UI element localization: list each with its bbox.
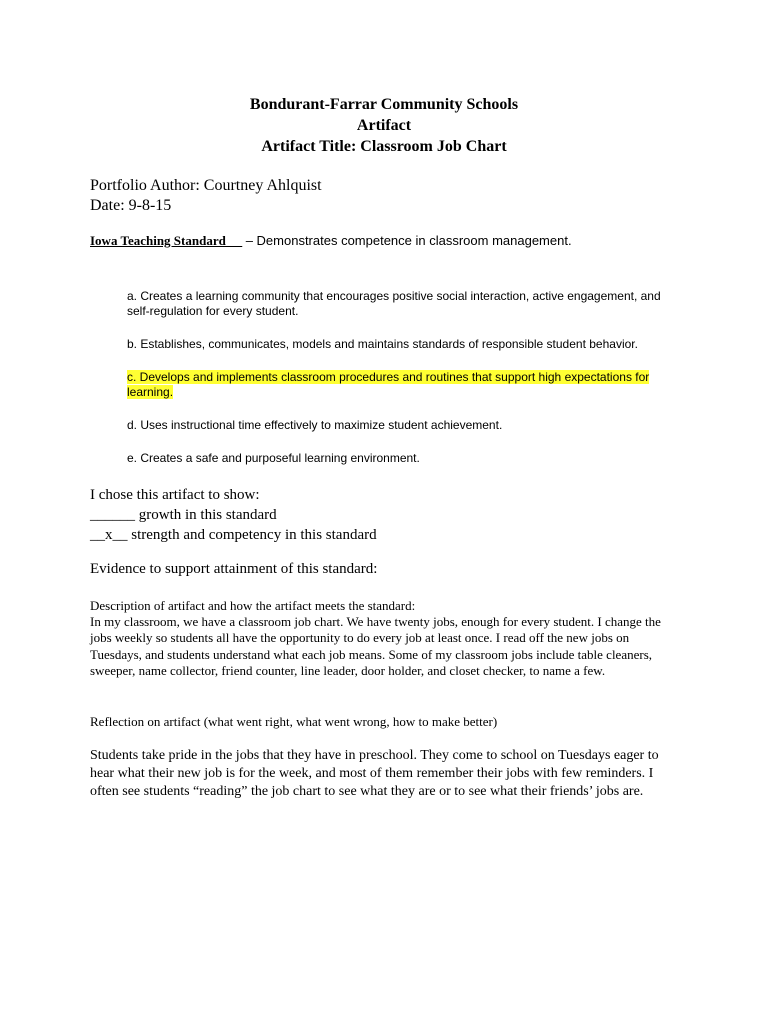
description-text: In my classroom, we have a classroom job chart. We have twenty jobs, enough for every student. I change the jobs weekly so students all have the opportunity to do every job at least once. I read off the new jobs on Tuesdays, and students understand what each job means. Some of my classroom jobs include table cleaners, sweeper, name collector, friend counter, line leader, door holder, and closet checker, to name a few.	[90, 614, 661, 678]
author-block	[90, 176, 322, 216]
standard-label: Iowa Teaching Standard __	[90, 233, 243, 248]
standard-line	[90, 233, 572, 249]
description-section	[90, 598, 670, 679]
standard-criteria-list	[127, 289, 679, 484]
choice-strength: __x__ strength and competency in this standard	[90, 527, 377, 543]
criterion-c-highlighted: c. Develops and implements classroom procedures and routines that support high expectations for learning.	[127, 370, 650, 399]
standard-text: – Demonstrates competence in classroom management.	[242, 233, 572, 248]
date: Date: 9-8-15	[90, 197, 172, 214]
criterion-b: b. Establishes, communicates, models and maintains standards of responsible student behavior.	[127, 337, 638, 351]
evidence-heading: Evidence to support attainment of this standard:	[90, 561, 378, 577]
choice-intro: I chose this artifact to show:	[90, 487, 260, 503]
criterion-a: a. Creates a learning community that encourages positive social interaction, active engagement, and self-regulation for every student.	[127, 289, 661, 318]
portfolio-author: Portfolio Author: Courtney Ahlquist	[90, 177, 322, 194]
reflection-text: Students take pride in the jobs that they have in preschool. They come to school on Tuesdays eager to hear what their new job is for the week, and most of them remember their jobs with few reminders. I often see students “reading” the job chart to see what they are or to see what their friends’ jobs are.	[90, 748, 659, 799]
choice-growth: ______ growth in this standard	[90, 507, 277, 523]
document-header	[0, 94, 768, 157]
description-label: Description of artifact and how the artifact meets the standard:	[90, 598, 416, 613]
artifact-kind: Artifact	[356, 117, 412, 134]
criterion-d: d. Uses instructional time effectively to maximize student achievement.	[127, 418, 503, 432]
artifact-title: Artifact Title: Classroom Job Chart	[261, 138, 507, 155]
reflection-label: Reflection on artifact (what went right, what went wrong, how to make better)	[90, 714, 498, 729]
artifact-choice	[90, 485, 377, 545]
criterion-e: e. Creates a safe and purposeful learning environment.	[127, 451, 420, 465]
org-name: Bondurant-Farrar Community Schools	[249, 96, 519, 113]
